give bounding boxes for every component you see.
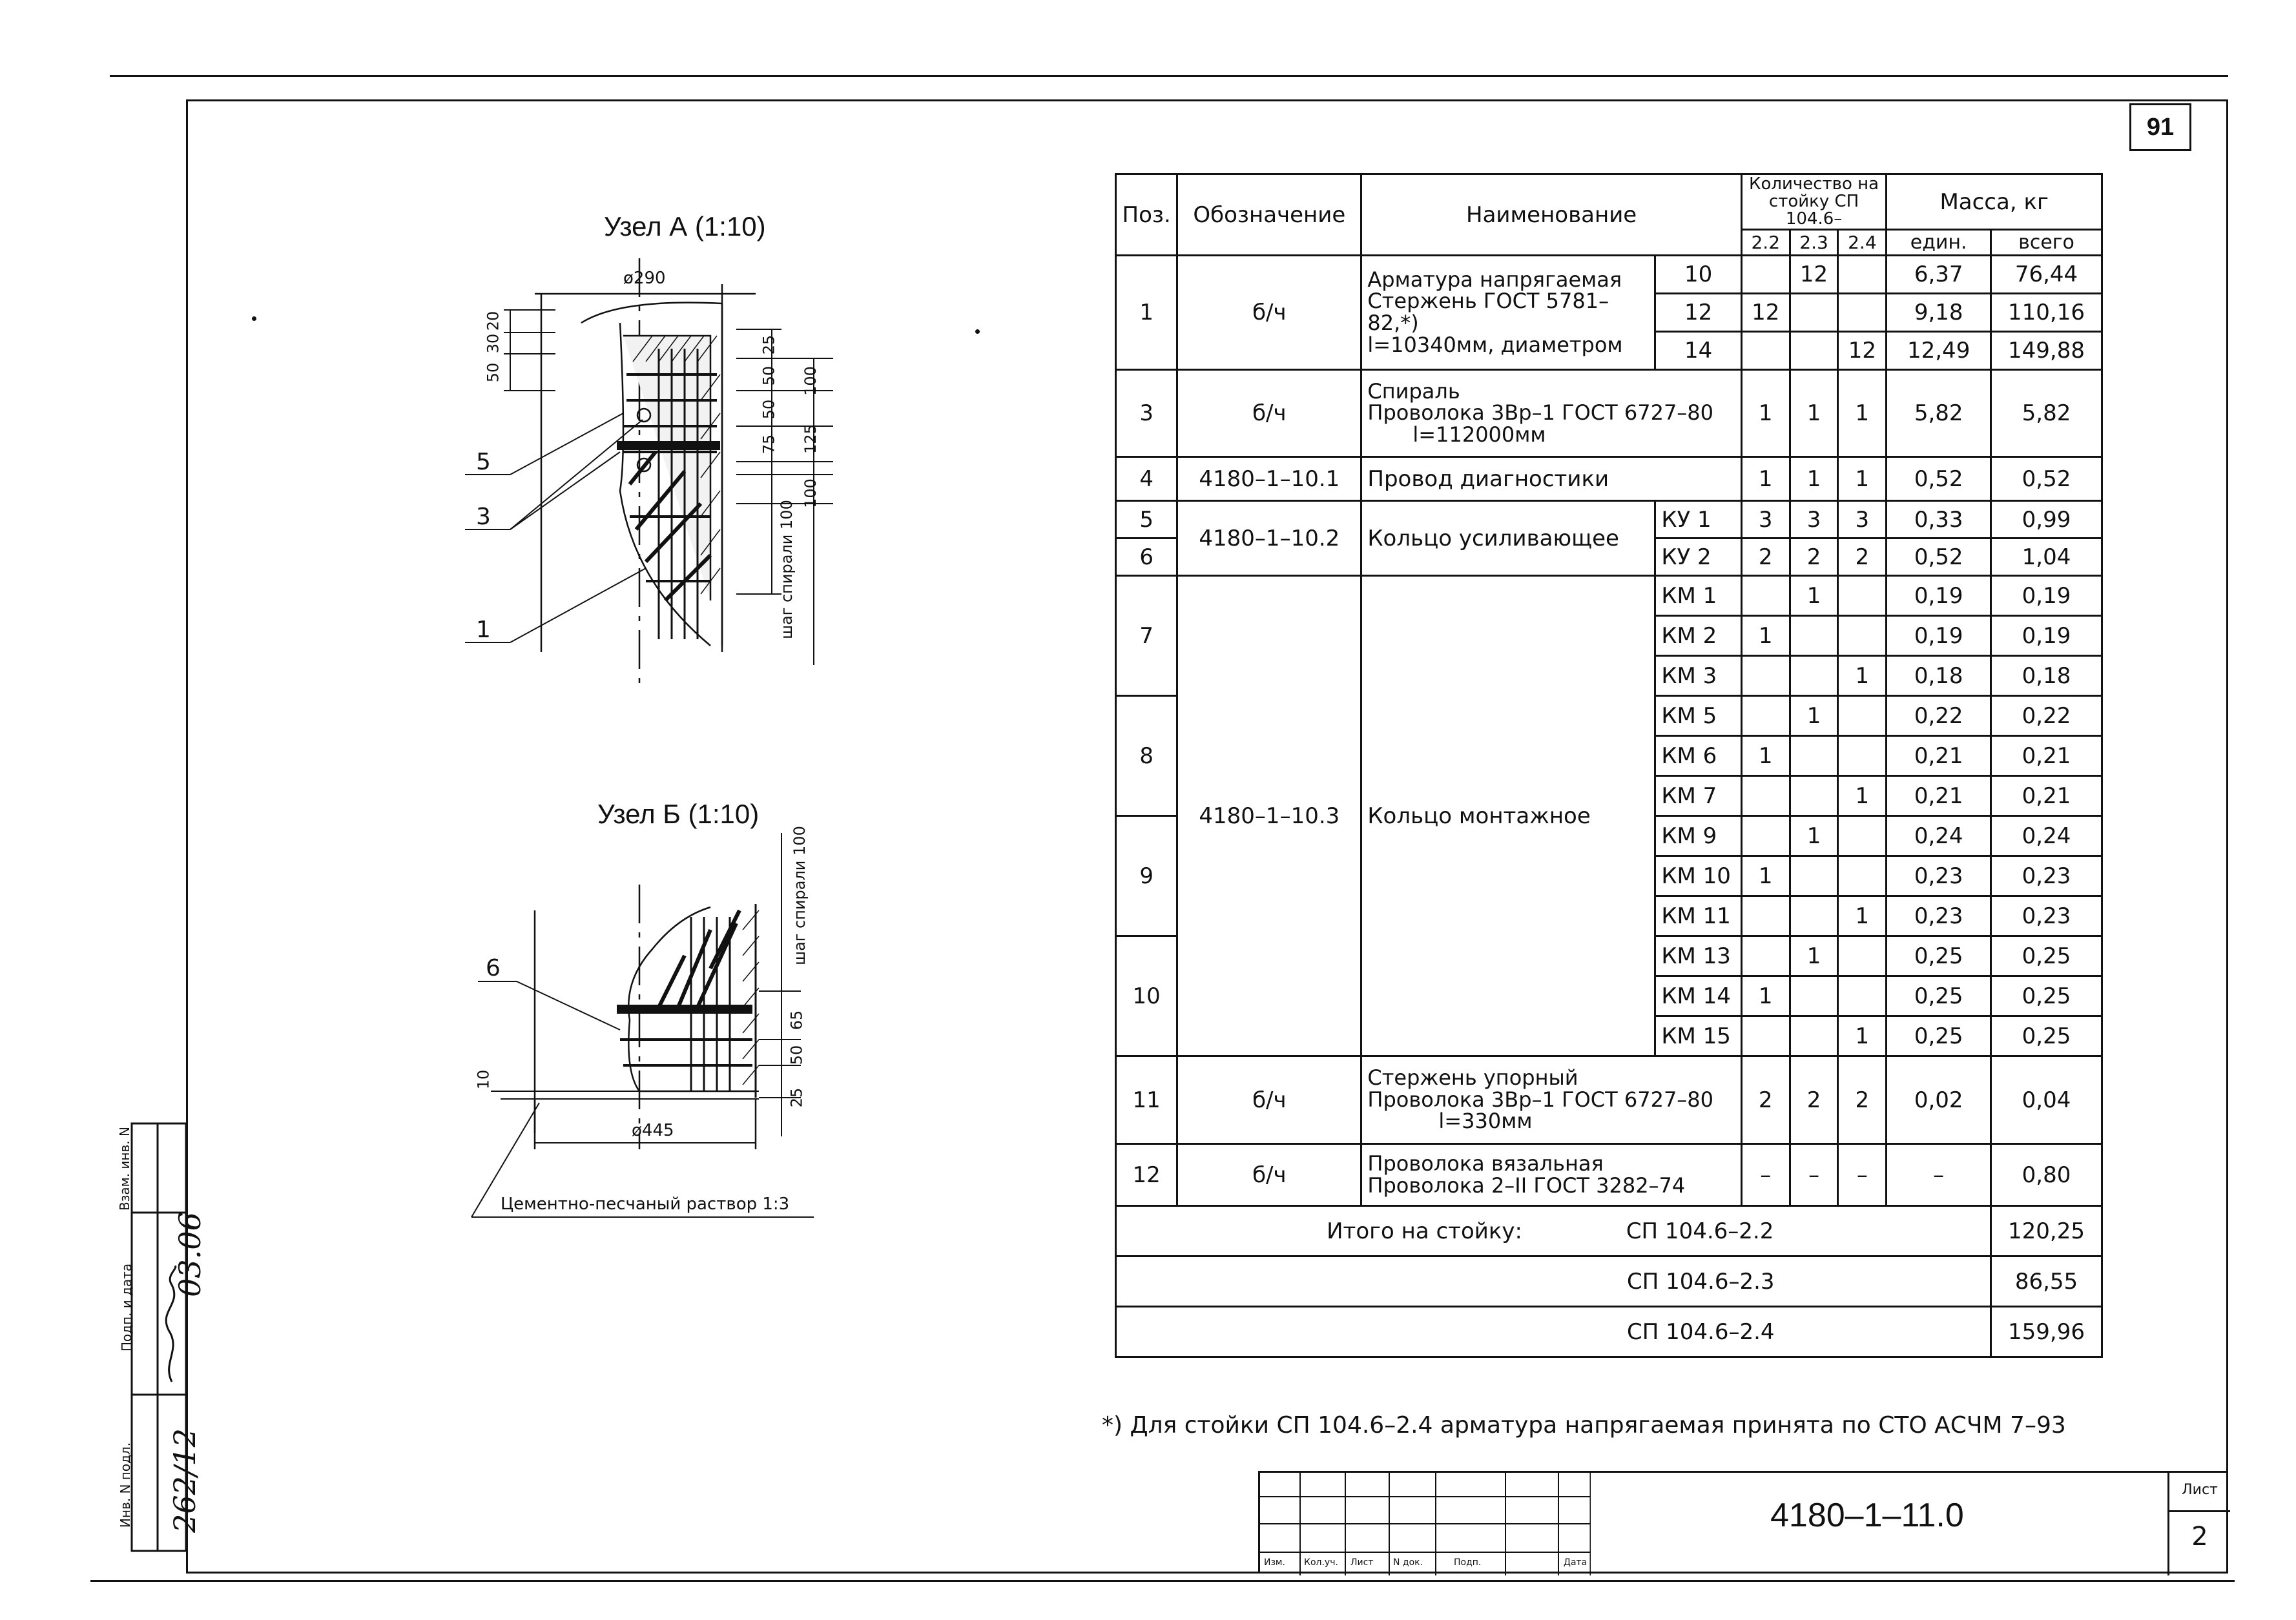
- node-b-dim-50: 50: [787, 1045, 806, 1065]
- node-b-callout-6: 6: [486, 955, 501, 981]
- page-number: 91: [2146, 113, 2175, 141]
- r11-q22: 2: [1741, 1056, 1790, 1144]
- km14-q24: [1838, 976, 1887, 1016]
- km3-q22: [1741, 656, 1790, 696]
- km6-q23: [1790, 736, 1838, 776]
- total-value-22: 120,25: [1991, 1206, 2102, 1256]
- node-b-bell: [628, 907, 710, 1091]
- r1b-total: 110,16: [1991, 294, 2102, 332]
- revision-grid: [1260, 1473, 1591, 1575]
- r3-unit: 5,82: [1887, 370, 1991, 457]
- km14-total: 0,25: [1991, 976, 2102, 1016]
- r4-designation: 4180–1–10.1: [1177, 457, 1361, 501]
- km6-q22: 1: [1741, 736, 1790, 776]
- r6-q24: 2: [1838, 538, 1887, 576]
- km15-total: 0,25: [1991, 1016, 2102, 1056]
- sheet-divider: [2169, 1510, 2230, 1512]
- total-name-23: СП 104.6–2.3: [1627, 1268, 1775, 1295]
- km2-total: 0,19: [1991, 616, 2102, 656]
- km15-q23: [1790, 1016, 1838, 1056]
- km9-q24: [1838, 816, 1887, 856]
- r4-name: Провод диагностики: [1361, 457, 1741, 501]
- node-b-diameter: ø445: [632, 1121, 674, 1140]
- km5-sub: КМ 5: [1655, 696, 1741, 736]
- node-b-dim-10: 10: [474, 1069, 493, 1090]
- km10-q24: [1838, 856, 1887, 896]
- r1b-q23: [1790, 294, 1838, 332]
- node-a-bell-top: [581, 303, 722, 323]
- specification-table: [1115, 173, 2103, 1358]
- stamp-col-izm: Изм.: [1264, 1557, 1285, 1568]
- node-a-title: Узел А (1:10): [604, 211, 766, 241]
- r6-total: 1,04: [1991, 538, 2102, 576]
- node-a-callout-3: 3: [476, 504, 491, 530]
- r12-q22: –: [1741, 1144, 1790, 1206]
- hdr-pos: Поз.: [1116, 174, 1177, 256]
- r6-q22: 2: [1741, 538, 1790, 576]
- km3-total: 0,18: [1991, 656, 2102, 696]
- node-a-dim-20: 20: [484, 311, 502, 331]
- side-stamp-inv-number: 262/12: [167, 1428, 202, 1533]
- km6-sub: КМ 6: [1655, 736, 1741, 776]
- r11-q24: 2: [1838, 1056, 1887, 1144]
- r4-q24: 1: [1838, 457, 1887, 501]
- r1b-q24: [1838, 294, 1887, 332]
- r5-q23: 3: [1790, 501, 1838, 538]
- r5-sub: КУ 1: [1655, 501, 1741, 538]
- r12-name-1: Проволока вязальная: [1367, 1151, 1604, 1176]
- r5-q22: 3: [1741, 501, 1790, 538]
- km14-sub: КМ 14: [1655, 976, 1741, 1016]
- km14-q23: [1790, 976, 1838, 1016]
- km9-sub: КМ 9: [1655, 816, 1741, 856]
- r12-designation: б/ч: [1177, 1144, 1361, 1206]
- km5-unit: 0,22: [1887, 696, 1991, 736]
- km3-sub: КМ 3: [1655, 656, 1741, 696]
- r1-name-2: Стержень ГОСТ 5781–82,*): [1367, 289, 1609, 335]
- km7-q22: [1741, 776, 1790, 816]
- r1c-q23: [1790, 332, 1838, 370]
- km14-q22: 1: [1741, 976, 1790, 1016]
- r11-name: [1361, 1056, 1741, 1144]
- r1c-q22: [1741, 332, 1790, 370]
- r1-name: [1361, 256, 1655, 370]
- node-b-dim-25: 25: [787, 1087, 806, 1108]
- r4-q23: 1: [1790, 457, 1838, 501]
- r9-pos: 9: [1116, 816, 1177, 936]
- node-a-dim-100a: 100: [801, 366, 820, 396]
- total-name-24: СП 104.6–2.4: [1627, 1318, 1775, 1345]
- side-stamp-sign: Подп. и дата: [119, 1263, 135, 1352]
- r7-pos: 7: [1116, 576, 1177, 696]
- r3-pos: 3: [1116, 370, 1177, 457]
- km1-q24: [1838, 576, 1887, 616]
- r5-q24: 3: [1838, 501, 1887, 538]
- km11-q24: 1: [1838, 896, 1887, 936]
- km6-q24: [1838, 736, 1887, 776]
- node-a-dim-100b: 100: [801, 478, 820, 508]
- stray-dot: [975, 329, 980, 334]
- r6-unit: 0,52: [1887, 538, 1991, 576]
- r3-q22: 1: [1741, 370, 1790, 457]
- r11-name-2: Проволока 3Вр–1 ГОСТ 6727–80: [1367, 1087, 1714, 1112]
- hdr-name: Наименование: [1361, 174, 1741, 256]
- node-a-dim-30: 30: [484, 333, 502, 354]
- r8-pos: 8: [1116, 696, 1177, 816]
- r11-name-3: l=330мм: [1438, 1109, 1533, 1134]
- km7-q23: [1790, 776, 1838, 816]
- sheet-label: Лист: [2182, 1482, 2218, 1498]
- r1a-unit: 6,37: [1887, 256, 1991, 294]
- km11-unit: 0,23: [1887, 896, 1991, 936]
- r1a-q23: 12: [1790, 256, 1838, 294]
- km9-q22: [1741, 816, 1790, 856]
- km10-q22: 1: [1741, 856, 1790, 896]
- r1-name-1: Арматура напрягаемая: [1367, 267, 1622, 292]
- node-b-pitch-label: шаг спирали 100: [790, 826, 809, 965]
- r1-pos: 1: [1116, 256, 1177, 370]
- r6-q23: 2: [1790, 538, 1838, 576]
- total-name-22: СП 104.6–2.2: [1626, 1218, 1774, 1244]
- km15-q22: [1741, 1016, 1790, 1056]
- km3-q24: 1: [1838, 656, 1887, 696]
- r6-pos: 6: [1116, 538, 1177, 576]
- r12-unit: –: [1887, 1144, 1991, 1206]
- node-b-title: Узел Б (1:10): [597, 799, 760, 829]
- hdr-mass: Масса, кг: [1887, 174, 2102, 230]
- footnote: *) Для стойки СП 104.6–2.4 арматура напрягаемая принята по СТО АСЧМ 7–93: [1102, 1412, 2066, 1439]
- r1a-q24: [1838, 256, 1887, 294]
- km11-q23: [1790, 896, 1838, 936]
- km13-q22: [1741, 936, 1790, 976]
- side-stamp-inv: Инв. N подл.: [118, 1442, 134, 1528]
- km13-sub: КМ 13: [1655, 936, 1741, 976]
- hdr-qty: Количество на стойку СП 104.6–: [1741, 174, 1886, 230]
- total-value-24: 159,96: [1991, 1307, 2102, 1357]
- stamp-col-podp: Подп.: [1454, 1557, 1482, 1568]
- km15-sub: КМ 15: [1655, 1016, 1741, 1056]
- r4-pos: 4: [1116, 457, 1177, 501]
- r11-pos: 11: [1116, 1056, 1177, 1144]
- node-a-dim-r50a: 50: [760, 365, 778, 386]
- km2-q23: [1790, 616, 1838, 656]
- sheet-cell: [2167, 1473, 2230, 1575]
- node-a-dim-r75: 75: [760, 434, 778, 455]
- r1c-total: 149,88: [1991, 332, 2102, 370]
- km7-sub: КМ 7: [1655, 776, 1741, 816]
- r56-name: Кольцо усиливающее: [1361, 501, 1655, 576]
- r5-total: 0,99: [1991, 501, 2102, 538]
- node-a-dim-r50b: 50: [760, 399, 778, 420]
- r3-name: [1361, 370, 1741, 457]
- r12-q23: –: [1790, 1144, 1838, 1206]
- km9-q23: 1: [1790, 816, 1838, 856]
- hdr-qty-24: 2.4: [1838, 230, 1887, 256]
- r4-q22: 1: [1741, 457, 1790, 501]
- km13-q23: 1: [1790, 936, 1838, 976]
- km13-q24: [1838, 936, 1887, 976]
- km7-q24: 1: [1838, 776, 1887, 816]
- r12-name-2: Проволока 2–II ГОСТ 3282–74: [1367, 1173, 1686, 1198]
- km3-unit: 0,18: [1887, 656, 1991, 696]
- km11-q22: [1741, 896, 1790, 936]
- r11-designation: б/ч: [1177, 1056, 1361, 1144]
- r11-unit: 0,02: [1887, 1056, 1991, 1144]
- r12-q24: –: [1838, 1144, 1887, 1206]
- km9-total: 0,24: [1991, 816, 2102, 856]
- title-block: [1258, 1471, 2228, 1574]
- r1-designation: б/ч: [1177, 256, 1361, 370]
- stray-dot: [252, 316, 256, 321]
- km1-q22: [1741, 576, 1790, 616]
- km2-sub: КМ 2: [1655, 616, 1741, 656]
- total-row-24: [1116, 1307, 1991, 1357]
- total-row-23: [1116, 1256, 1991, 1307]
- r4-total: 0,52: [1991, 457, 2102, 501]
- km2-q22: 1: [1741, 616, 1790, 656]
- km6-total: 0,21: [1991, 736, 2102, 776]
- node-a-dim-r25: 25: [760, 334, 778, 355]
- r3-name-1: Спираль: [1367, 378, 1460, 404]
- doc-code: 4180–1–11.0: [1770, 1497, 1964, 1534]
- r11-total: 0,04: [1991, 1056, 2102, 1144]
- hdr-designation: Обозначение: [1177, 174, 1361, 256]
- r12-pos: 12: [1116, 1144, 1177, 1206]
- stamp-col-kol: Кол.уч.: [1304, 1557, 1338, 1568]
- hdr-qty-23: 2.3: [1790, 230, 1838, 256]
- km1-q23: 1: [1790, 576, 1838, 616]
- km15-unit: 0,25: [1887, 1016, 1991, 1056]
- r1c-unit: 12,49: [1887, 332, 1991, 370]
- r10-pos: 10: [1116, 936, 1177, 1056]
- r4-unit: 0,52: [1887, 457, 1991, 501]
- km11-total: 0,23: [1991, 896, 2102, 936]
- node-a-callout-5: 5: [476, 449, 491, 475]
- node-a-left-dims: [504, 310, 555, 391]
- km-name: Кольцо монтажное: [1361, 576, 1655, 1056]
- total-label: Итого на стойку:: [1327, 1218, 1522, 1244]
- node-a-pitch-label: шаг спирали 100: [777, 500, 796, 639]
- hdr-qty-22: 2.2: [1741, 230, 1790, 256]
- r3-name-3: l=112000мм: [1412, 422, 1546, 447]
- km7-unit: 0,21: [1887, 776, 1991, 816]
- km15-q24: 1: [1838, 1016, 1887, 1056]
- r3-q24: 1: [1838, 370, 1887, 457]
- hdr-unit: един.: [1887, 230, 1991, 256]
- km9-unit: 0,24: [1887, 816, 1991, 856]
- r1c-q24: 12: [1838, 332, 1887, 370]
- r1-name-3: l=10340мм, диаметром: [1367, 332, 1623, 357]
- km10-sub: КМ 10: [1655, 856, 1741, 896]
- km14-unit: 0,25: [1887, 976, 1991, 1016]
- km2-unit: 0,19: [1887, 616, 1991, 656]
- r1b-unit: 9,18: [1887, 294, 1991, 332]
- km10-total: 0,23: [1991, 856, 2102, 896]
- r11-name-1: Стержень упорный: [1367, 1065, 1578, 1091]
- r56-designation: 4180–1–10.2: [1177, 501, 1361, 576]
- node-a-dim-50: 50: [484, 362, 502, 383]
- km2-q24: [1838, 616, 1887, 656]
- r1b-q22: 12: [1741, 294, 1790, 332]
- side-stamp-signature: [159, 1266, 185, 1388]
- km11-sub: КМ 11: [1655, 896, 1741, 936]
- r3-name-2: Проволока 3Вр–1 ГОСТ 6727–80: [1367, 400, 1714, 426]
- r3-designation: б/ч: [1177, 370, 1361, 457]
- r1a-total: 76,44: [1991, 256, 2102, 294]
- node-b-mortar-label: Цементно-песчаный раствор 1:3: [501, 1194, 790, 1214]
- stamp-col-list: Лист: [1350, 1557, 1374, 1568]
- stamp-col-ndok: N док.: [1393, 1557, 1423, 1568]
- hdr-total: всего: [1991, 230, 2102, 256]
- km10-q23: [1790, 856, 1838, 896]
- km-designation: 4180–1–10.3: [1177, 576, 1361, 1056]
- km1-sub: КМ 1: [1655, 576, 1741, 616]
- r1c-sub: 14: [1655, 332, 1741, 370]
- r12-total: 0,80: [1991, 1144, 2102, 1206]
- stamp-col-data: Дата: [1564, 1557, 1588, 1568]
- km5-total: 0,22: [1991, 696, 2102, 736]
- node-a-dim-125: 125: [801, 424, 820, 454]
- r1a-sub: 10: [1655, 256, 1741, 294]
- sheet-number: 2: [2191, 1522, 2208, 1552]
- km5-q24: [1838, 696, 1887, 736]
- r5-unit: 0,33: [1887, 501, 1991, 538]
- node-b-spiral: [659, 910, 739, 1007]
- r12-name: [1361, 1144, 1741, 1206]
- km10-unit: 0,23: [1887, 856, 1991, 896]
- km6-unit: 0,21: [1887, 736, 1991, 776]
- km13-unit: 0,25: [1887, 936, 1991, 976]
- r5-pos: 5: [1116, 501, 1177, 538]
- side-stamp-vzam: Взам. инв. N: [116, 1127, 132, 1211]
- total-row-22: [1116, 1206, 1991, 1256]
- r1b-sub: 12: [1655, 294, 1741, 332]
- node-b-dim-65: 65: [787, 1010, 806, 1030]
- km5-q23: 1: [1790, 696, 1838, 736]
- node-a-diameter: ø290: [623, 269, 666, 288]
- total-value-23: 86,55: [1991, 1256, 2102, 1307]
- node-a-callout-1: 1: [476, 617, 491, 643]
- r11-q23: 2: [1790, 1056, 1838, 1144]
- km1-unit: 0,19: [1887, 576, 1991, 616]
- r6-sub: КУ 2: [1655, 538, 1741, 576]
- km7-total: 0,21: [1991, 776, 2102, 816]
- km13-total: 0,25: [1991, 936, 2102, 976]
- side-stamp-date: 03.06: [172, 1212, 207, 1297]
- km3-q23: [1790, 656, 1838, 696]
- r3-q23: 1: [1790, 370, 1838, 457]
- km5-q22: [1741, 696, 1790, 736]
- km1-total: 0,19: [1991, 576, 2102, 616]
- r3-total: 5,82: [1991, 370, 2102, 457]
- r1a-q22: [1741, 256, 1790, 294]
